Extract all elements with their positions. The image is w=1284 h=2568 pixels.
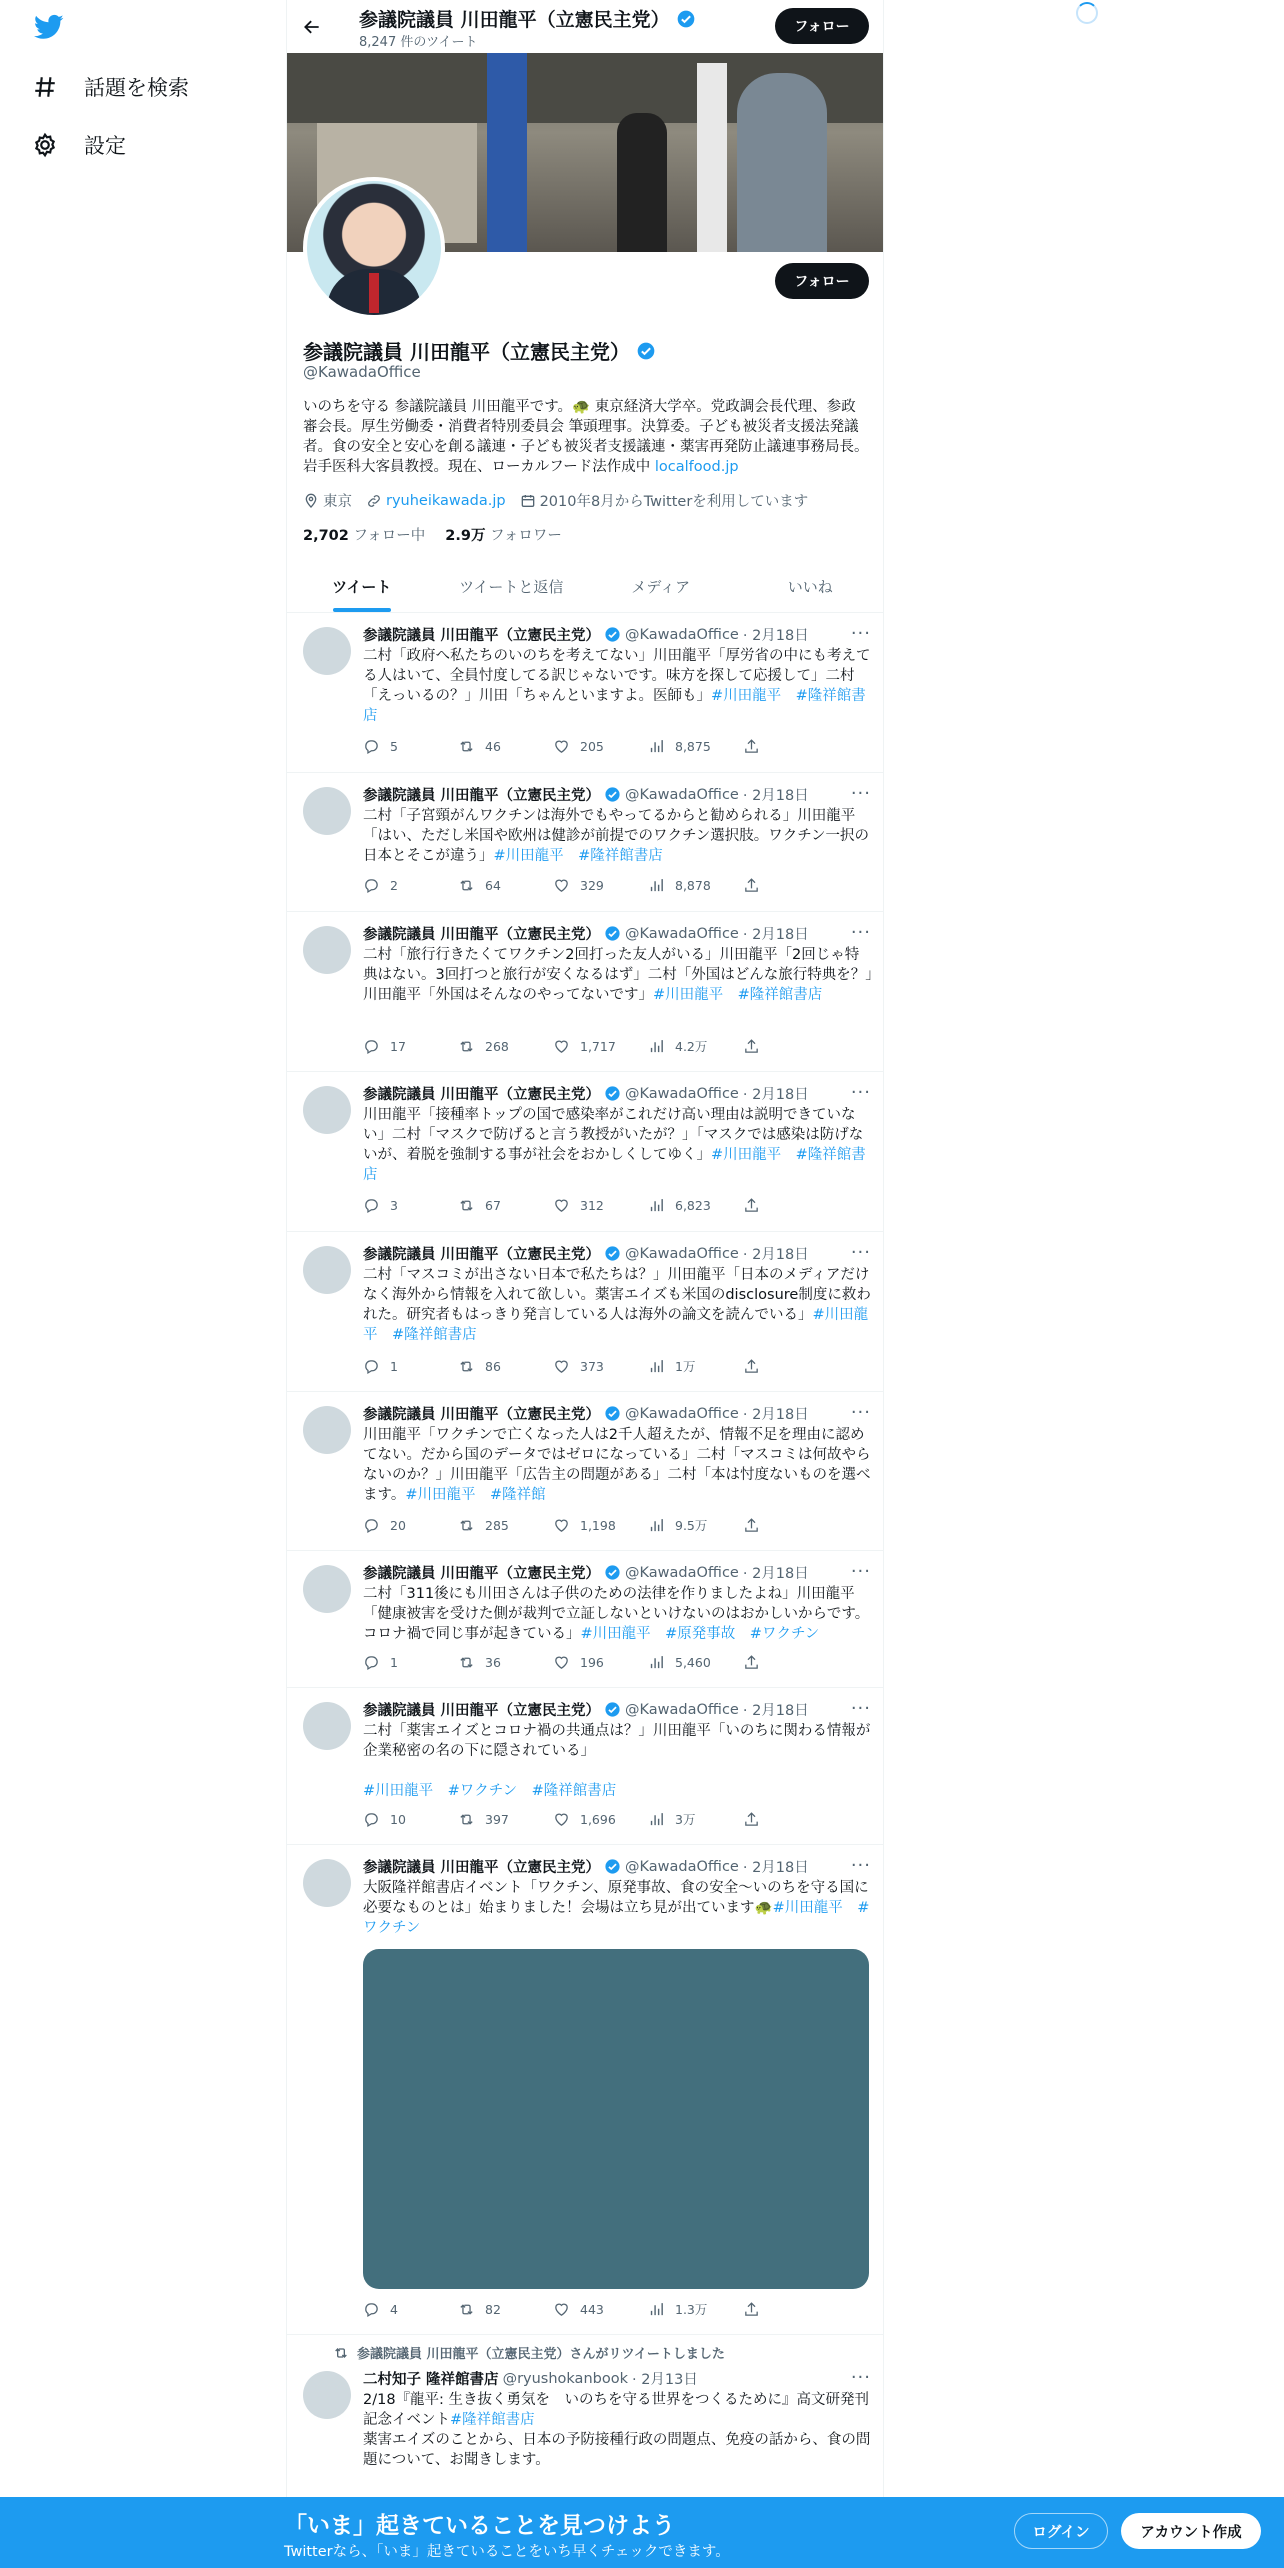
tweet[interactable] — [287, 1551, 884, 1688]
tweet-hashtags[interactable]: #川田龍平 #隆祥館 — [405, 1487, 546, 1503]
author-name[interactable]: 参議院議員 川田龍平（立憲民主党） — [363, 1407, 601, 1423]
author-handle[interactable]: @KawadaOffice — [625, 1085, 739, 1102]
share-button[interactable] — [743, 877, 760, 894]
tweet-hashtags[interactable]: #川田龍平 #隆祥館書店 — [493, 848, 663, 864]
reply-button[interactable] — [363, 1197, 458, 1214]
avatar[interactable] — [303, 787, 351, 835]
heart-icon — [553, 1654, 570, 1671]
like-button[interactable] — [553, 1516, 648, 1534]
tweet-actions — [363, 877, 793, 894]
tweet-header — [363, 784, 873, 805]
bio-text: いのちを守る 参議院議員 川田龍平です。🐢 東京経済大学卒。党政調会長代理、参政審会長。厚生労働委・消費者特別委員会 筆頭理事。決算委。子ども被災者支援法発議者。食の安全と安心を創る議連・子ども被災者支援議連・薬害再発防止議連事務局長。岩手医科大客員教授。現在、ローカルフード法作成中 — [303, 399, 869, 475]
tweet-hashtags[interactable]: #川田龍平 #ワクチン — [363, 1900, 870, 1936]
author-handle[interactable]: @KawadaOffice — [625, 1405, 739, 1422]
tweet-date[interactable]: · 2月18日 — [742, 628, 809, 644]
profile-header-bar — [287, 0, 884, 53]
views-chart-icon — [648, 1654, 665, 1671]
share-button[interactable] — [743, 2300, 760, 2318]
tweet-body — [363, 1265, 873, 1345]
tweet-hashtags[interactable]: #川田龍平 #隆祥館書店 — [363, 1147, 866, 1183]
views-button[interactable] — [648, 877, 743, 894]
tweet-actions — [363, 1197, 793, 1214]
tweet-hashtags[interactable]: #隆祥館書店 — [450, 2412, 535, 2428]
tweet-date[interactable]: · 2月18日 — [742, 1087, 809, 1103]
reply-icon — [363, 1197, 380, 1214]
author-handle[interactable]: @KawadaOffice — [625, 925, 739, 942]
profile-follow-button[interactable]: フォロー — [775, 263, 869, 299]
author-name[interactable]: 参議院議員 川田龍平（立憲民主党） — [363, 1087, 601, 1103]
author-handle[interactable]: @ryushokanbook — [502, 2370, 628, 2387]
tweet-date[interactable]: · 2月18日 — [742, 1407, 809, 1423]
reply-count: 5 — [390, 739, 398, 754]
tweet[interactable] — [287, 1845, 884, 2335]
author-name[interactable]: 参議院議員 川田龍平（立憲民主党） — [363, 1703, 601, 1719]
profile-avatar[interactable] — [303, 177, 445, 319]
tweet-header — [363, 1083, 873, 1104]
like-count: 329 — [580, 878, 604, 893]
like-button[interactable] — [553, 1654, 648, 1671]
retweet-button[interactable] — [458, 1810, 553, 1828]
more-options-icon[interactable]: ··· — [850, 1242, 871, 1263]
login-button[interactable]: ログイン — [1014, 2513, 1108, 2549]
retweet-button[interactable] — [458, 738, 553, 755]
tweet-hashtags[interactable]: #川田龍平 #隆祥館書店 — [363, 1307, 869, 1343]
view-count: 9.5万 — [675, 1518, 708, 1533]
author-name[interactable]: 参議院議員 川田龍平（立憲民主党） — [363, 788, 601, 804]
retweet-count: 64 — [485, 878, 501, 893]
view-count: 6,823 — [675, 1198, 711, 1213]
tweet-header — [363, 1856, 873, 1877]
bio-link[interactable]: localfood.jp — [654, 459, 739, 475]
author-handle[interactable]: @KawadaOffice — [625, 786, 739, 803]
website-link[interactable]: ryuheikawada.jp — [386, 492, 506, 509]
location-text: 東京 — [323, 494, 352, 510]
retweet-count: 36 — [485, 1655, 501, 1670]
verified-badge-icon — [636, 341, 656, 361]
views-button[interactable] — [648, 1037, 743, 1055]
reply-icon — [363, 2301, 380, 2318]
view-count: 8,878 — [675, 878, 711, 893]
view-count: 5,460 — [675, 1655, 711, 1670]
tweet-text: 二村「子宮頸がんワクチンは海外でもやってるからと勧められる」川田龍平「はい、ただし米国や欧州は健診が前提でのワクチン選択肢。ワクチン一択の日本とそこが違う」 — [363, 808, 870, 864]
tweet[interactable] — [287, 1688, 884, 1845]
tweet-body — [363, 1721, 873, 1801]
tweet-date[interactable]: · 2月18日 — [742, 927, 809, 943]
share-button[interactable] — [743, 1037, 760, 1055]
avatar[interactable] — [303, 1086, 351, 1134]
retweet-button[interactable] — [458, 1654, 553, 1671]
tweet-header — [363, 1243, 873, 1264]
reply-button[interactable] — [363, 877, 458, 894]
profile-follow-stats — [303, 524, 562, 545]
views-button[interactable] — [648, 1654, 743, 1671]
tweet-actions — [363, 1810, 793, 1828]
retweet-button[interactable] — [458, 2300, 553, 2318]
avatar[interactable] — [303, 926, 351, 974]
profile-column — [286, 0, 884, 2568]
author-name[interactable]: 二村知子 隆祥館書店 — [363, 2372, 499, 2388]
like-count: 196 — [580, 1655, 604, 1670]
link-icon — [366, 493, 382, 509]
retweet-count: 82 — [485, 2301, 501, 2317]
retweet-count: 285 — [485, 1517, 509, 1533]
author-name[interactable]: 参議院議員 川田龍平（立憲民主党） — [363, 1860, 601, 1876]
header-name: 参議院議員 川田龍平（立憲民主党） — [359, 9, 670, 31]
retweet-icon — [458, 1197, 475, 1214]
tweet-header — [363, 923, 873, 944]
share-button[interactable] — [743, 1810, 760, 1828]
more-options-icon[interactable]: ··· — [850, 1402, 871, 1423]
tweet-header — [363, 1699, 873, 1720]
tweet-body — [363, 2390, 873, 2470]
signup-banner — [0, 2497, 1284, 2568]
author-handle[interactable]: @KawadaOffice — [625, 1701, 739, 1718]
loading-spinner-icon — [1076, 2, 1098, 24]
tweet-header — [363, 2368, 873, 2389]
verified-badge-icon — [604, 925, 621, 942]
retweet-icon — [458, 1517, 475, 1534]
share-icon — [743, 877, 760, 894]
tweet-text-continued: 薬害エイズのことから、日本の予防接種行政の問題点、免疫の話から、食の問題について、お聞きします。 — [363, 2432, 871, 2468]
avatar[interactable] — [303, 1859, 351, 1907]
tweet-media-image[interactable] — [363, 1949, 869, 2289]
tweet[interactable] — [287, 773, 884, 912]
tweet-text: 川田龍平「接種率トップの国で感染率がこれだけ高い理由は説明できていない」二村「マスクで防げると言う教授がいたが？」「マスクでは感染は防げないが、着脱を強制する事が社会をおかしくしてゆく」 — [363, 1107, 864, 1163]
tweet-body — [363, 806, 873, 866]
share-icon — [743, 738, 760, 755]
share-icon — [743, 2301, 760, 2318]
heart-icon — [553, 1038, 570, 1055]
more-options-icon[interactable]: ··· — [850, 623, 871, 644]
author-handle[interactable]: @KawadaOffice — [625, 1564, 739, 1581]
reply-icon — [363, 1811, 380, 1828]
reply-count: 1 — [390, 1655, 398, 1670]
retweeted-by-text: 参議院議員 川田龍平（立憲民主党）さんがリツイートしました — [357, 2347, 725, 2362]
view-count: 1.3万 — [675, 2302, 708, 2317]
author-handle[interactable]: @KawadaOffice — [625, 1858, 739, 1875]
tweet-hashtags[interactable]: #川田龍平 #原発事故 #ワクチン — [580, 1626, 820, 1642]
tweet-text: 二村「マスコミが出さない日本で私たちは？」川田龍平「日本のメディアだけなく海外から情報を入れて欲しい。薬害エイズも米国のdisclosure制度に救われた。研究者もはっきり発言している人は海外の論文を読んでいる」 — [363, 1267, 871, 1323]
tweet-date[interactable]: · 2月18日 — [742, 1247, 809, 1263]
like-button[interactable] — [553, 1197, 648, 1214]
tab-tweets[interactable]: ツイート — [287, 560, 437, 612]
views-chart-icon — [648, 1038, 665, 1055]
signup-banner-title: 「いま」起きていることを見つけよう — [284, 2513, 675, 2539]
views-button[interactable] — [648, 1357, 743, 1375]
views-chart-icon — [648, 1197, 665, 1214]
author-handle[interactable]: @KawadaOffice — [625, 1245, 739, 1262]
tweet[interactable] — [287, 1392, 884, 1551]
retweet-button[interactable] — [458, 877, 553, 894]
like-count: 312 — [580, 1198, 604, 1213]
tweet-text: 二村「旅行行きたくてワクチン2回打った友人がいる」川田龍平「2回じゃ特典はない。3回打つと旅行が安くなるはず」二村「外国はどんな旅行特典を？」川田龍平「外国はそんなのやってないです」 — [363, 947, 873, 1003]
verified-badge-icon — [604, 1405, 621, 1422]
tweet-body — [363, 1584, 873, 1644]
retweet-icon — [458, 1358, 475, 1375]
heart-icon — [553, 1358, 570, 1375]
more-options-icon[interactable]: ··· — [850, 1855, 871, 1876]
views-chart-icon — [648, 738, 665, 755]
like-button[interactable] — [553, 738, 648, 755]
views-chart-icon — [648, 2301, 665, 2318]
like-count: 205 — [580, 739, 604, 754]
author-name[interactable]: 参議院議員 川田龍平（立憲民主党） — [363, 628, 601, 644]
tweet-date[interactable]: · 2月18日 — [742, 788, 809, 804]
avatar[interactable] — [303, 1246, 351, 1294]
joined-text: 2010年8月からTwitterを利用しています — [539, 494, 809, 510]
signup-banner-subtitle: Twitterなら、「いま」起きていることをいち早くチェックできます。 — [284, 2544, 730, 2560]
tweet-text: 大阪隆祥館書店イベント「ワクチン、原発事故、食の安全〜いのちを守る国に必要なものとは」始まりました！会場は立ち見が出ています🐢 — [363, 1880, 869, 1916]
avatar[interactable] — [303, 1406, 351, 1454]
view-count: 8,875 — [675, 739, 711, 754]
verified-badge-icon — [604, 1564, 621, 1581]
retweet-count: 86 — [485, 1358, 501, 1374]
reply-icon — [363, 877, 380, 894]
retweet-count: 67 — [485, 1198, 501, 1213]
view-count: 3万 — [675, 1812, 696, 1827]
like-count: 1,717 — [580, 1038, 616, 1054]
like-button[interactable] — [553, 1037, 648, 1055]
avatar[interactable] — [303, 1702, 351, 1750]
sidebar-item-settings[interactable] — [32, 130, 126, 160]
reply-count: 20 — [390, 1517, 406, 1533]
views-chart-icon — [648, 877, 665, 894]
avatar[interactable] — [303, 1565, 351, 1613]
author-name[interactable]: 参議院議員 川田龍平（立憲民主党） — [363, 1247, 601, 1263]
share-icon — [743, 1197, 760, 1214]
reply-button[interactable] — [363, 2300, 458, 2318]
views-button[interactable] — [648, 2300, 743, 2318]
share-button[interactable] — [743, 1654, 760, 1671]
retweet-icon — [458, 738, 475, 755]
share-button[interactable] — [743, 1357, 760, 1375]
followers-stat[interactable]: 2.9万 フォロワー — [445, 528, 562, 544]
retweet-context — [333, 2343, 725, 2362]
profile-tabs — [287, 560, 884, 613]
views-chart-icon — [648, 1358, 665, 1375]
share-button[interactable] — [743, 738, 760, 755]
retweet-icon — [458, 877, 475, 894]
share-button[interactable] — [743, 1516, 760, 1534]
reply-icon — [363, 738, 380, 755]
reply-count: 1 — [390, 1358, 398, 1374]
retweet-button[interactable] — [458, 1037, 553, 1055]
tweet-text: 二村「薬害エイズとコロナ禍の共通点は？」川田龍平「いのちに関わる情報が企業秘密の名の下に隠されている」 — [363, 1723, 871, 1759]
reply-count: 17 — [390, 1038, 406, 1054]
calendar-icon — [520, 493, 536, 509]
tweet-actions — [363, 1654, 793, 1671]
tweet[interactable] — [287, 613, 884, 773]
reply-count: 2 — [390, 878, 398, 893]
like-button[interactable] — [553, 1357, 648, 1375]
like-button[interactable] — [553, 2300, 648, 2318]
tweet-text: 二村「311後にも川田さんは子供のための法律を作りましたよね」川田龍平「健康被害を受けた側が裁判で立証しないといけないのはおかしいからです。コロナ禍で同じ事が起きている」 — [363, 1586, 870, 1642]
reply-icon — [363, 1517, 380, 1534]
reply-count: 10 — [390, 1811, 406, 1827]
back-button[interactable] — [297, 12, 327, 42]
heart-icon — [553, 1517, 570, 1534]
views-button[interactable] — [648, 1197, 743, 1214]
tweet-actions — [363, 1037, 793, 1055]
tweet[interactable] — [287, 1072, 884, 1232]
tweet-body — [363, 1105, 873, 1185]
tweet-date[interactable]: · 2月18日 — [742, 1566, 809, 1582]
like-count: 443 — [580, 2301, 604, 2317]
share-icon — [743, 1358, 760, 1375]
tweet-header — [363, 1562, 873, 1583]
share-button[interactable] — [743, 1197, 760, 1214]
tweet[interactable] — [287, 2335, 884, 2505]
share-icon — [743, 1517, 760, 1534]
tweet-text: 2/18『龍平: 生き抜く勇気を いのちを守る世界をつくるために』高文研発刊記念イベント — [363, 2392, 870, 2428]
more-options-icon[interactable]: ··· — [850, 1698, 871, 1719]
tweet-actions — [363, 1357, 793, 1375]
retweet-icon — [458, 1038, 475, 1055]
hashtag-icon — [32, 74, 58, 100]
tweet-date[interactable]: · 2月18日 — [742, 1703, 809, 1719]
author-name[interactable]: 参議院議員 川田龍平（立憲民主党） — [363, 1566, 601, 1582]
profile-website[interactable] — [366, 493, 506, 509]
tweet-hashtags[interactable]: #川田龍平 #隆祥館書店 — [653, 987, 823, 1003]
more-options-icon[interactable]: ··· — [850, 1561, 871, 1582]
reply-icon — [363, 1038, 380, 1055]
profile-handle: @KawadaOffice — [303, 363, 421, 381]
retweet-icon — [458, 1811, 475, 1828]
more-options-icon[interactable]: ··· — [850, 922, 871, 943]
retweet-count: 397 — [485, 1811, 509, 1827]
like-count: 1,198 — [580, 1517, 616, 1533]
retweet-button[interactable] — [458, 1197, 553, 1214]
retweet-icon — [333, 2345, 349, 2361]
reply-button[interactable] — [363, 1654, 458, 1671]
profile-name-text: 参議院議員 川田龍平（立憲民主党） — [303, 340, 630, 364]
tweet-body — [363, 945, 873, 1005]
tweet-date[interactable]: · 2月18日 — [742, 1860, 809, 1876]
tweet-text: 二村「政府へ私たちのいのちを考えてない」川田龍平「厚労省の中にも考えてる人はいて、全員忖度してる訳じゃないです。味方を探して応援して」二村「えっいるの？」川田「ちゃんといますよ。医師も」 — [363, 648, 871, 704]
retweet-count: 46 — [485, 739, 501, 754]
tab-tweets-and-replies[interactable]: ツイートと返信 — [459, 577, 564, 596]
twitter-logo-icon[interactable] — [32, 12, 66, 42]
more-options-icon[interactable]: ··· — [850, 1082, 871, 1103]
reply-icon — [363, 1654, 380, 1671]
avatar[interactable] — [303, 2371, 351, 2419]
tweet-hashtags[interactable]: #川田龍平 #隆祥館書店 — [363, 688, 866, 724]
sidebar-item-explore[interactable] — [32, 72, 189, 102]
retweet-count: 268 — [485, 1038, 509, 1054]
tweet-date[interactable]: · 2月13日 — [631, 2372, 698, 2388]
tweet-actions — [363, 738, 793, 755]
tweet[interactable] — [287, 1232, 884, 1392]
tweet-body — [363, 646, 873, 726]
share-icon — [743, 1038, 760, 1055]
tweet-body — [363, 1425, 873, 1505]
tweet[interactable] — [287, 912, 884, 1072]
tweet-count: 8,247 件のツイート — [359, 35, 478, 50]
verified-badge-icon — [676, 9, 696, 29]
sidebar-item-label: 話題を検索 — [84, 76, 189, 100]
view-count: 4.2万 — [675, 1039, 708, 1054]
heart-icon — [553, 877, 570, 894]
signup-button[interactable]: アカウント作成 — [1121, 2513, 1261, 2549]
verified-badge-icon — [604, 1858, 621, 1875]
avatar[interactable] — [303, 627, 351, 675]
profile-name — [303, 336, 656, 365]
more-options-icon[interactable]: ··· — [850, 2367, 871, 2388]
views-button[interactable] — [648, 1810, 743, 1828]
heart-icon — [553, 2301, 570, 2318]
views-button[interactable] — [648, 1516, 743, 1534]
profile-meta — [303, 490, 808, 511]
tweet-header — [363, 1403, 873, 1424]
reply-button[interactable] — [363, 1516, 458, 1534]
arrow-left-icon — [302, 17, 322, 37]
reply-button[interactable] — [363, 738, 458, 755]
sidebar-item-label: 設定 — [84, 134, 126, 158]
more-options-icon[interactable]: ··· — [850, 783, 871, 804]
gear-icon — [32, 132, 58, 158]
tab-media[interactable]: メディア — [631, 577, 691, 596]
reply-count: 4 — [390, 2301, 398, 2317]
profile-joined — [520, 490, 809, 511]
views-button[interactable] — [648, 738, 743, 755]
share-icon — [743, 1811, 760, 1828]
following-stat[interactable]: 2,702 フォロー中 — [303, 528, 426, 544]
tweet-header — [363, 624, 873, 645]
views-chart-icon — [648, 1517, 665, 1534]
tweet-actions — [363, 2300, 793, 2318]
tweet-body — [363, 1878, 873, 1938]
views-chart-icon — [648, 1811, 665, 1828]
verified-badge-icon — [604, 1245, 621, 1262]
reply-button[interactable] — [363, 1810, 458, 1828]
heart-icon — [553, 1811, 570, 1828]
heart-icon — [553, 738, 570, 755]
retweet-icon — [458, 1654, 475, 1671]
verified-badge-icon — [604, 1701, 621, 1718]
author-name[interactable]: 参議院議員 川田龍平（立憲民主党） — [363, 927, 601, 943]
reply-button[interactable] — [363, 1037, 458, 1055]
reply-icon — [363, 1358, 380, 1375]
header-follow-button[interactable]: フォロー — [775, 8, 869, 44]
author-handle[interactable]: @KawadaOffice — [625, 626, 739, 643]
reply-count: 3 — [390, 1198, 398, 1213]
profile-location — [303, 490, 352, 511]
header-title — [359, 5, 696, 32]
retweet-icon — [458, 2301, 475, 2318]
tweet-text: 川田龍平「ワクチンで亡くなった人は2千人超えたが、情報不足を理由に認めてない。だから国のデータではゼロになっている」二村「マスコミは何故やらないのか？」川田龍平「広告主の問題がある」二村「本は忖度ないものを選べます。 — [363, 1427, 871, 1503]
verified-badge-icon — [604, 786, 621, 803]
retweet-button[interactable] — [458, 1357, 553, 1375]
like-count: 373 — [580, 1358, 604, 1374]
location-pin-icon — [303, 493, 319, 509]
tweet-hashtags[interactable]: #川田龍平 #ワクチン #隆祥館書店 — [363, 1783, 617, 1799]
tweet-actions — [363, 1516, 793, 1534]
view-count: 1万 — [675, 1359, 696, 1374]
tab-likes[interactable]: いいね — [787, 577, 833, 596]
reply-button[interactable] — [363, 1357, 458, 1375]
profile-bio — [303, 397, 869, 477]
verified-badge-icon — [604, 626, 621, 643]
heart-icon — [553, 1197, 570, 1214]
verified-badge-icon — [604, 1085, 621, 1102]
like-button[interactable] — [553, 877, 648, 894]
share-icon — [743, 1654, 760, 1671]
like-button[interactable] — [553, 1810, 648, 1828]
retweet-button[interactable] — [458, 1516, 553, 1534]
like-count: 1,696 — [580, 1811, 616, 1827]
